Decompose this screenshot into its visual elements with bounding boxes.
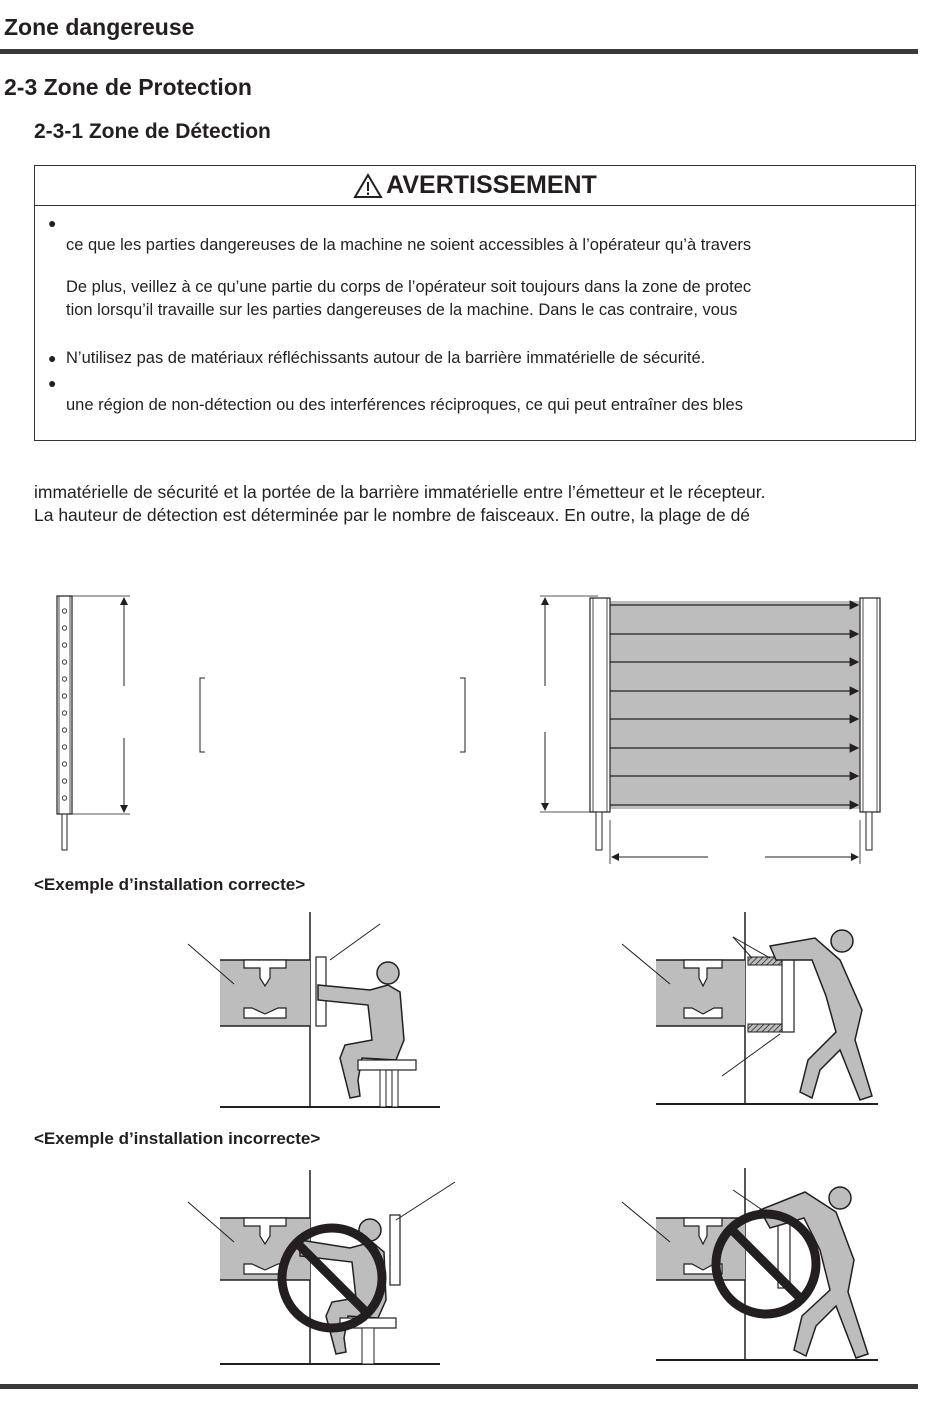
incorrect-example-seated (188, 1170, 455, 1364)
warning-line-1: ce que les parties dangereuses de la machine ne soient accessibles à l’opérateur qu’à travers (66, 236, 752, 254)
correct-example-caption: <Exemple d’installation correcte> (34, 875, 306, 894)
warning-bullet-1: ● (48, 215, 57, 231)
warning-title: AVERTISSEMENT (386, 171, 597, 199)
body-line-1: immatérielle de sécurité et la portée de la barrière immatérielle entre l’émetteur et le récepteur. (34, 482, 766, 502)
warning-line-3: tion lorsqu’il travaille sur les parties dangereuses de la machine. Dans le cas contraire, vous (66, 301, 738, 319)
footer-rule (0, 1384, 918, 1389)
section-title: 2-3 Zone de Protection (4, 74, 252, 100)
subsection-title: 2-3-1 Zone de Détection (34, 120, 271, 143)
correct-example-seated (188, 912, 440, 1107)
warning-line-2: De plus, veillez à ce qu’une partie du corps de l’opérateur soit toujours dans la zone de protec (66, 278, 752, 296)
light-curtain-diagram (540, 596, 880, 864)
warning-bullet-2: ● (48, 350, 57, 366)
correct-example-standing (622, 912, 878, 1104)
warning-line-5: une région de non-détection ou des interférences réciproques, ce qui peut entraîner des bles (66, 396, 743, 414)
page-header-title: Zone dangereuse (4, 14, 195, 40)
detection-height-diagram (57, 596, 465, 850)
incorrect-example-standing (622, 1168, 878, 1360)
warning-bullet-3: ● (48, 375, 57, 391)
warning-line-4: N’utilisez pas de matériaux réfléchissants autour de la barrière immatérielle de sécurité. (66, 349, 706, 367)
body-line-2: La hauteur de détection est déterminée par le nombre de faisceaux. En outre, la plage de dé (34, 505, 751, 525)
incorrect-example-caption: <Exemple d’installation incorrecte> (34, 1129, 321, 1148)
